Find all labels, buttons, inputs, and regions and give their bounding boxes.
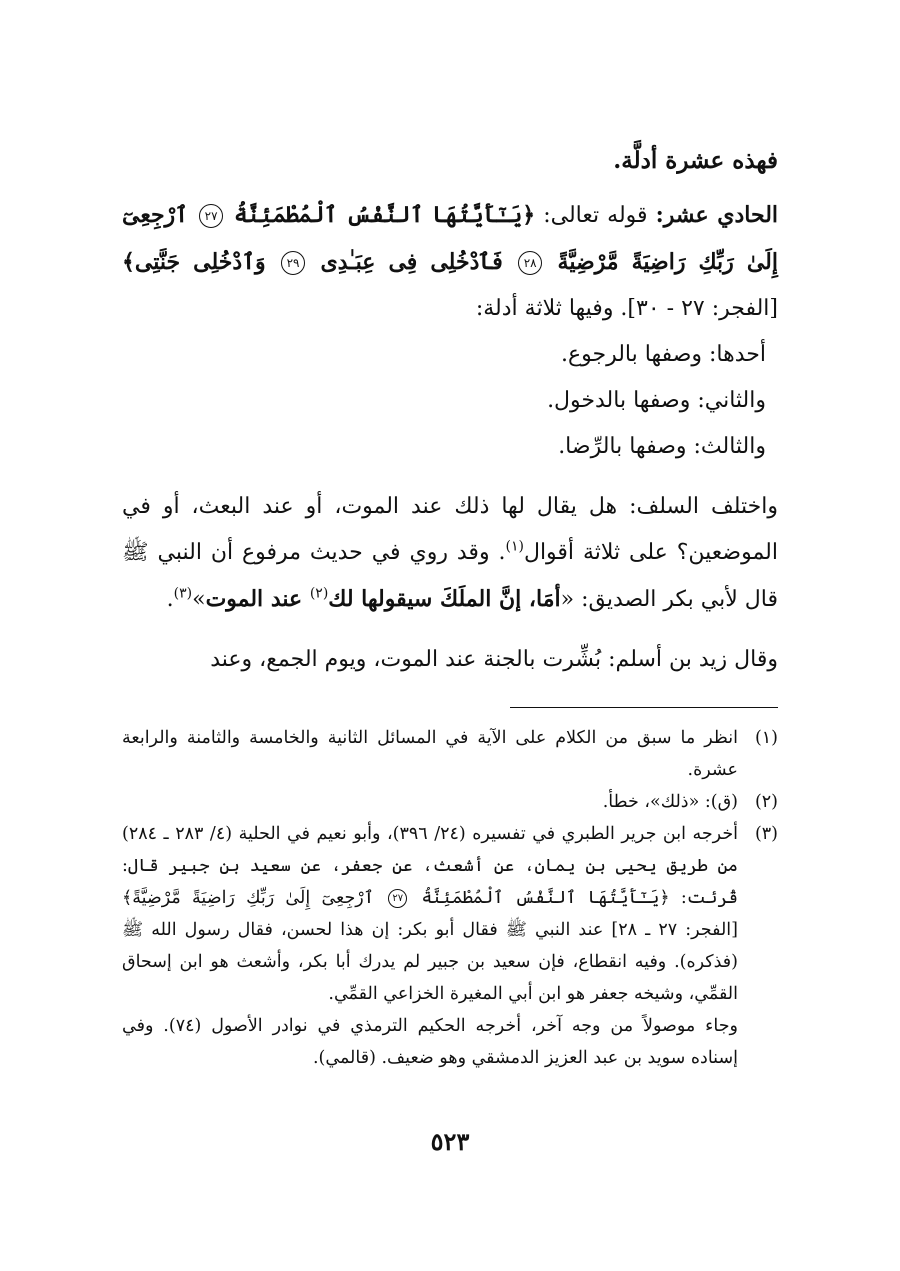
text-run: »: [192, 587, 206, 612]
footnote-ref[interactable]: (١): [505, 538, 524, 555]
book-page: [122, 115, 778, 1265]
verse-reference: [الفجر: ٢٧ - ٣٠]. وفيها ثلاثة أدلة:: [475, 296, 778, 321]
footnote-2: [122, 786, 778, 818]
quran-verse: وَٱدْخُلِى جَنَّتِى﴾: [122, 249, 266, 275]
ayah-number-mark: ٢٧: [388, 889, 407, 908]
page-number: ٥٢٣: [430, 1127, 470, 1156]
list-item: أحدها: وصفها بالرجوع.: [561, 342, 766, 367]
footnote-text: (ق): «ذلك»، خطأ.: [602, 792, 738, 812]
evidence-list: [122, 332, 778, 470]
paragraph-zayd: وقال زيد بن أسلم: بُشِّرت بالجنة عند الموت، ويوم الجمع، وعند: [210, 647, 778, 672]
hadith-quote: عند الموت: [205, 586, 310, 612]
paragraph-disagreement: [122, 484, 778, 623]
section-heading: فهذه عشرة أدلَّة.: [613, 147, 778, 174]
intro-text: قوله تعالى:: [543, 203, 648, 228]
list-item: والثاني: وصفها بالدخول.: [547, 388, 766, 413]
footnote-3: [122, 818, 778, 1010]
footnote-text: انظر ما سبق من الكلام على الآية في المسائل الثانية والخامسة والثامنة والرابعة عشرة.: [122, 728, 738, 780]
hadith-quote: أمَا، إنَّ الملَكَ سيقولها لك: [328, 586, 561, 612]
text-run: واختلف السلف: هل يقال لها ذلك عند الموت، أو عند البعث، أو في الموضعين؟ على ثلاثة أقوال: [122, 494, 778, 565]
quran-verse: ٱرْجِعِىٓ إِلَىٰ رَبِّكِ رَاضِيَةً مَّرْضِيَّةً: [122, 202, 778, 275]
ayah-number-mark: ٢٧: [199, 204, 223, 228]
footnotes: [122, 722, 778, 1074]
list-item: والثالث: وصفها بالرِّضا.: [558, 434, 766, 459]
ayah-number-mark: ٢٨: [518, 251, 542, 275]
footnote-number: (١): [754, 728, 778, 748]
eleventh-label: الحادي عشر:: [655, 202, 779, 228]
footnote-ref[interactable]: (٣): [173, 585, 193, 602]
footnote-number: (٣): [754, 824, 778, 844]
footnote-3-continued: وجاء موصولاً من وجه آخر، أخرجه الحكيم الترمذي في نوادر الأصول (٧٤). وفي إسناده سويد بن عبد العزيز الدمشقي وهو ضعيف. (قالمي).: [122, 1016, 738, 1068]
quran-verse: فَٱدْخُلِى فِى عِبَـٰدِى: [320, 249, 503, 275]
paragraph-eleventh: [122, 192, 778, 332]
footnote-text: ٱرْجِعِىٓ إِلَىٰ رَبِّكِ رَاضِيَةً مَّرْضِيَّةً﴾ [الفجر: ٢٧ ـ ٢٨] عند النبي ﷺ فقال أبو بكر: إن هذا لحسن، فقال رسول الله ﷺ (فذكره). وفيه انقطاع، فإن سعيد بن جبير لم يدرك أبا بكر، وأشعث هو ابن إسحاق القمِّي، وشيخه جعفر هو ابن أبي المغيرة الخزاعي القمِّي.: [122, 888, 738, 1004]
footnote-number: (٢): [754, 792, 778, 812]
text-run: . وقد روي في حديث مرفوع أن النبي ﷺ قال لأبي بكر الصديق: «: [122, 540, 778, 612]
ayah-number-mark: ٢٩: [281, 251, 305, 275]
footnote-separator: [510, 707, 778, 708]
quran-verse: ﴿يَـٰٓأَيَّتُهَا ٱلنَّفْسُ ٱلْمُطْمَئِنَّةُ: [234, 202, 536, 228]
text-run: .: [166, 587, 174, 612]
footnote-text: أخرجه ابن جرير الطبري في تفسيره (٢٤/ ٣٩٦)، وأبو نعيم في الحلية (٤/ ٢٨٣ ـ ٢٨٤) من طريق يحيى بن يمان، عن أشعث، عن جعفر، عن سعيد بن جبير قال: قُرئت: ﴿يَـٰٓأَيَّتُهَا ٱلنَّفْسُ ٱلْمُطْمَئِنَّةُ: [122, 824, 739, 908]
footnote-1: [122, 722, 778, 786]
footnote-ref[interactable]: (٢): [309, 585, 329, 602]
